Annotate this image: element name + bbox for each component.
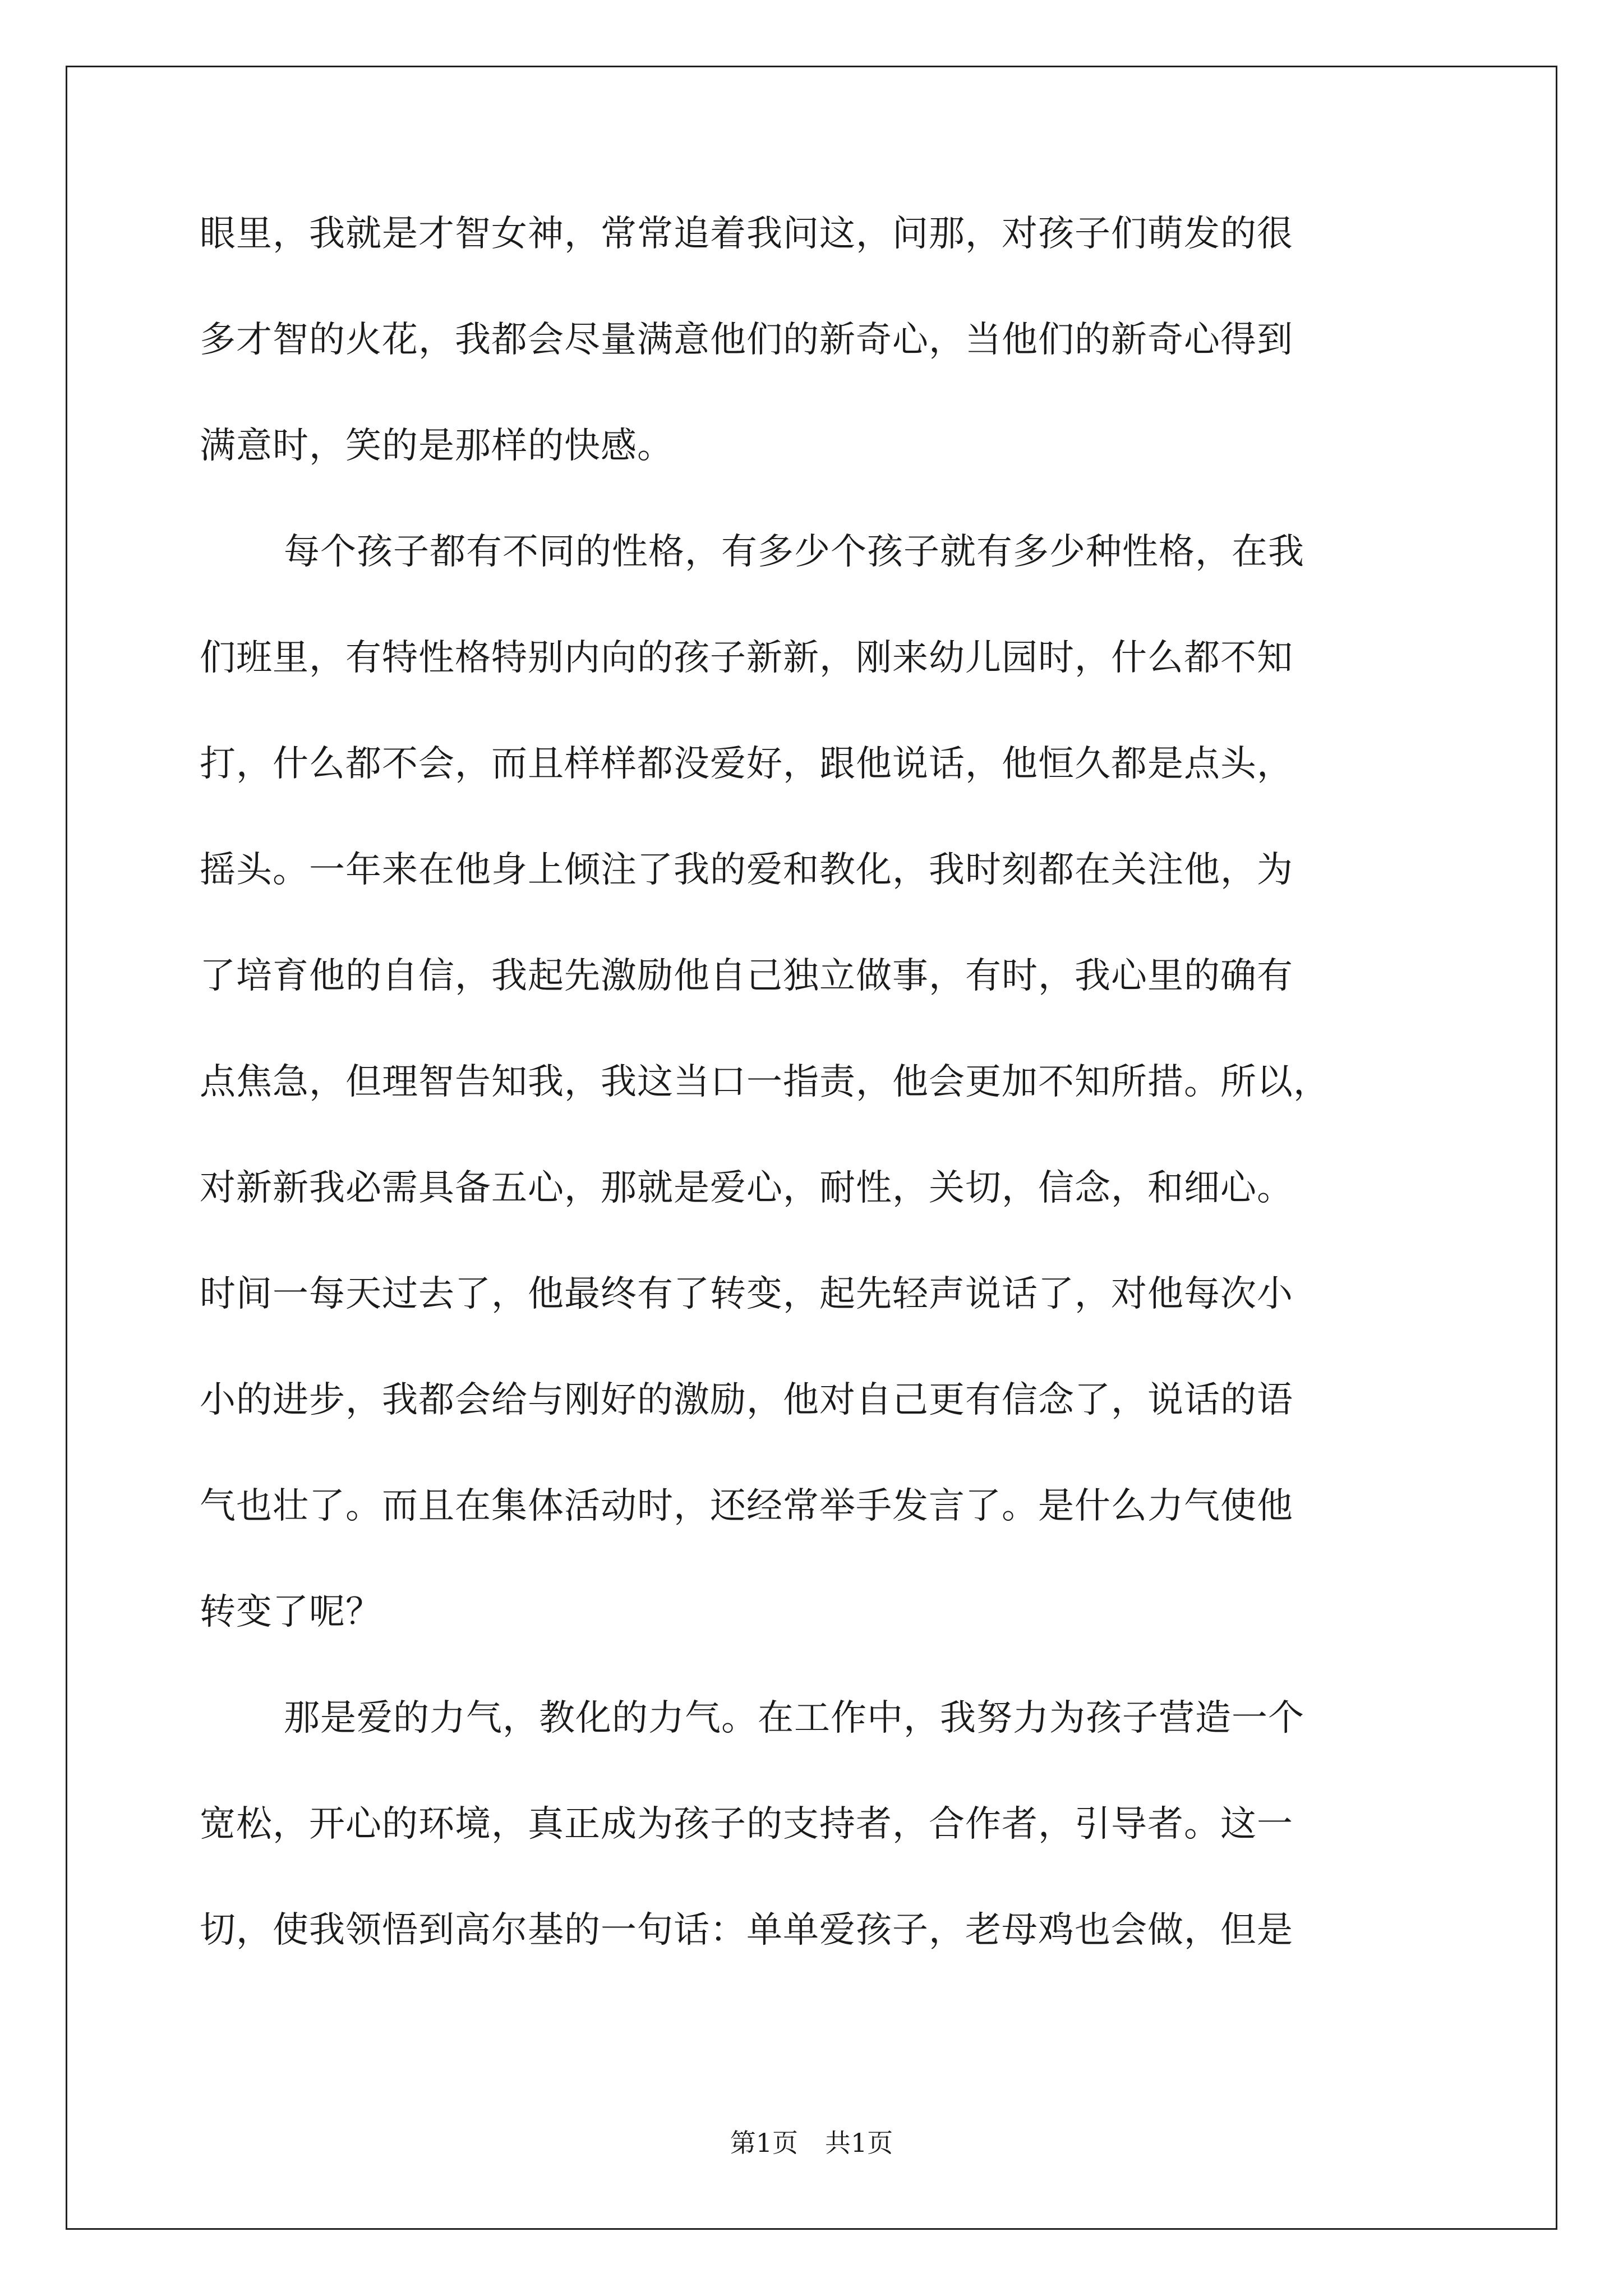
page-footer bbox=[0, 2126, 1623, 2160]
text-line: 气也壮了。而且在集体活动时，还经常举手发言了。是什么力气使他 bbox=[200, 1485, 1293, 1527]
text-line: 那是爱的力气，教化的力气。在工作中，我努力为孩子营造一个 bbox=[284, 1697, 1304, 1739]
text-line: 每个孩子都有不同的性格，有多少个孩子就有多少种性格，在我 bbox=[284, 531, 1304, 573]
text-line: 摇头。一年来在他身上倾注了我的爱和教化，我时刻都在关注他，为 bbox=[200, 849, 1293, 891]
text-line: 了培育他的自信，我起先激励他自己独立做事，有时，我心里的确有 bbox=[200, 955, 1293, 997]
text-line: 眼里，我就是才智女神，常常追着我问这，问那，对孩子们萌发的很 bbox=[200, 213, 1293, 255]
text-line: 转变了呢？ bbox=[200, 1591, 382, 1633]
text-line: 对新新我必需具备五心，那就是爱心，耐性，关切，信念，和细心。 bbox=[200, 1167, 1293, 1209]
text-line: 宽松，开心的环境，真正成为孩子的支持者，合作者，引导者。这一 bbox=[200, 1803, 1293, 1845]
text-line: 切，使我领悟到高尔基的一句话：单单爱孩子，老母鸡也会做，但是 bbox=[200, 1910, 1293, 1951]
text-line: 小的进步，我都会给与刚好的激励，他对自己更有信念了，说话的语 bbox=[200, 1379, 1293, 1421]
text-line: 打，什么都不会，而且样样都没爱好，跟他说话，他恒久都是点头， bbox=[200, 743, 1293, 785]
text-line: 点焦急，但理智告知我，我这当口一指责，他会更加不知所措。所以， bbox=[200, 1061, 1330, 1103]
text-line: 时间一每天过去了，他最终有了转变，起先轻声说话了，对他每次小 bbox=[200, 1273, 1293, 1315]
text-line: 多才智的火花，我都会尽量满意他们的新奇心，当他们的新奇心得到 bbox=[200, 319, 1293, 361]
page-total: 共1页 bbox=[825, 2128, 893, 2158]
document-body bbox=[200, 208, 1461, 2010]
page-number: 第1页 bbox=[730, 2128, 798, 2158]
text-line: 满意时，笑的是那样的快感。 bbox=[200, 425, 674, 467]
text-line: 们班里，有特性格特别内向的孩子新新，刚来幼儿园时，什么都不知 bbox=[200, 637, 1293, 679]
